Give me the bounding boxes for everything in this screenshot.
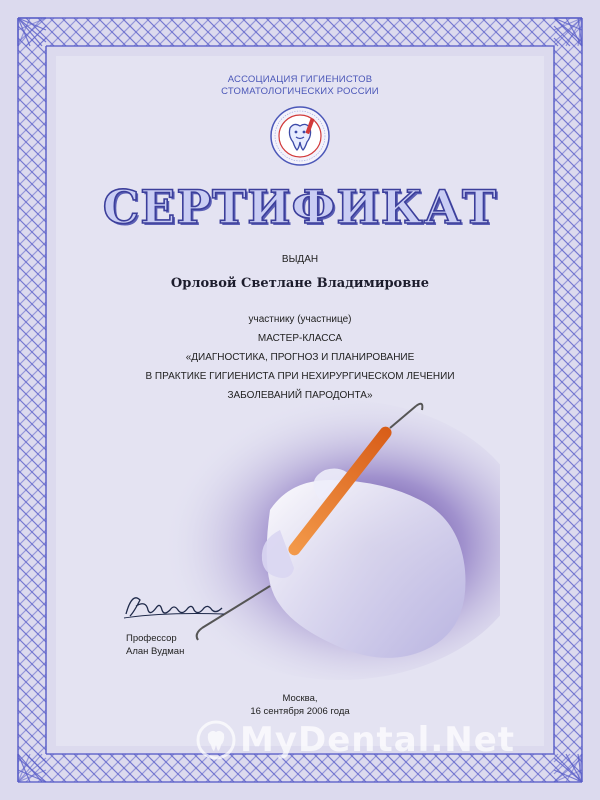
recipient-name: Орловой Светлане Владимировне — [170, 276, 430, 291]
signatory — [126, 632, 184, 658]
event-title-line-2: В ПРАКТИКЕ ГИГИЕНИСТА ПРИ НЕХИРУРГИЧЕСКОМ ЛЕЧЕНИИ — [145, 371, 455, 382]
watermark-text: MyDental.Net — [240, 720, 516, 760]
association-name — [0, 74, 600, 98]
watermark — [196, 716, 515, 764]
event-title-line-1: «ДИАГНОСТИКА, ПРОГНОЗ И ПЛАНИРОВАНИЕ — [185, 352, 415, 363]
certificate-title: СЕРТИФИКАТ — [102, 180, 498, 234]
association-line-2: СТОМАТОЛОГИЧЕСКИХ РОССИИ — [221, 86, 379, 97]
city: Москва, — [282, 693, 318, 704]
date: 16 сентября 2006 года — [250, 706, 350, 717]
signatory-title: Профессор — [126, 633, 177, 644]
place-and-date — [0, 692, 600, 718]
event-type: МАСТЕР-КЛАССА — [257, 333, 343, 344]
issued-label: ВЫДАН — [281, 254, 319, 265]
tooth-watermark-icon — [196, 720, 236, 760]
signatory-name: Алан Вудман — [126, 646, 185, 657]
signature — [118, 588, 238, 622]
event-title-line-3: ЗАБОЛЕВАНИЙ ПАРОДОНТА» — [227, 390, 373, 401]
tooth-logo-icon — [268, 104, 332, 168]
participant-label: участнику (участнице) — [248, 314, 352, 325]
association-line-1: АССОЦИАЦИЯ ГИГИЕНИСТОВ — [227, 74, 373, 85]
